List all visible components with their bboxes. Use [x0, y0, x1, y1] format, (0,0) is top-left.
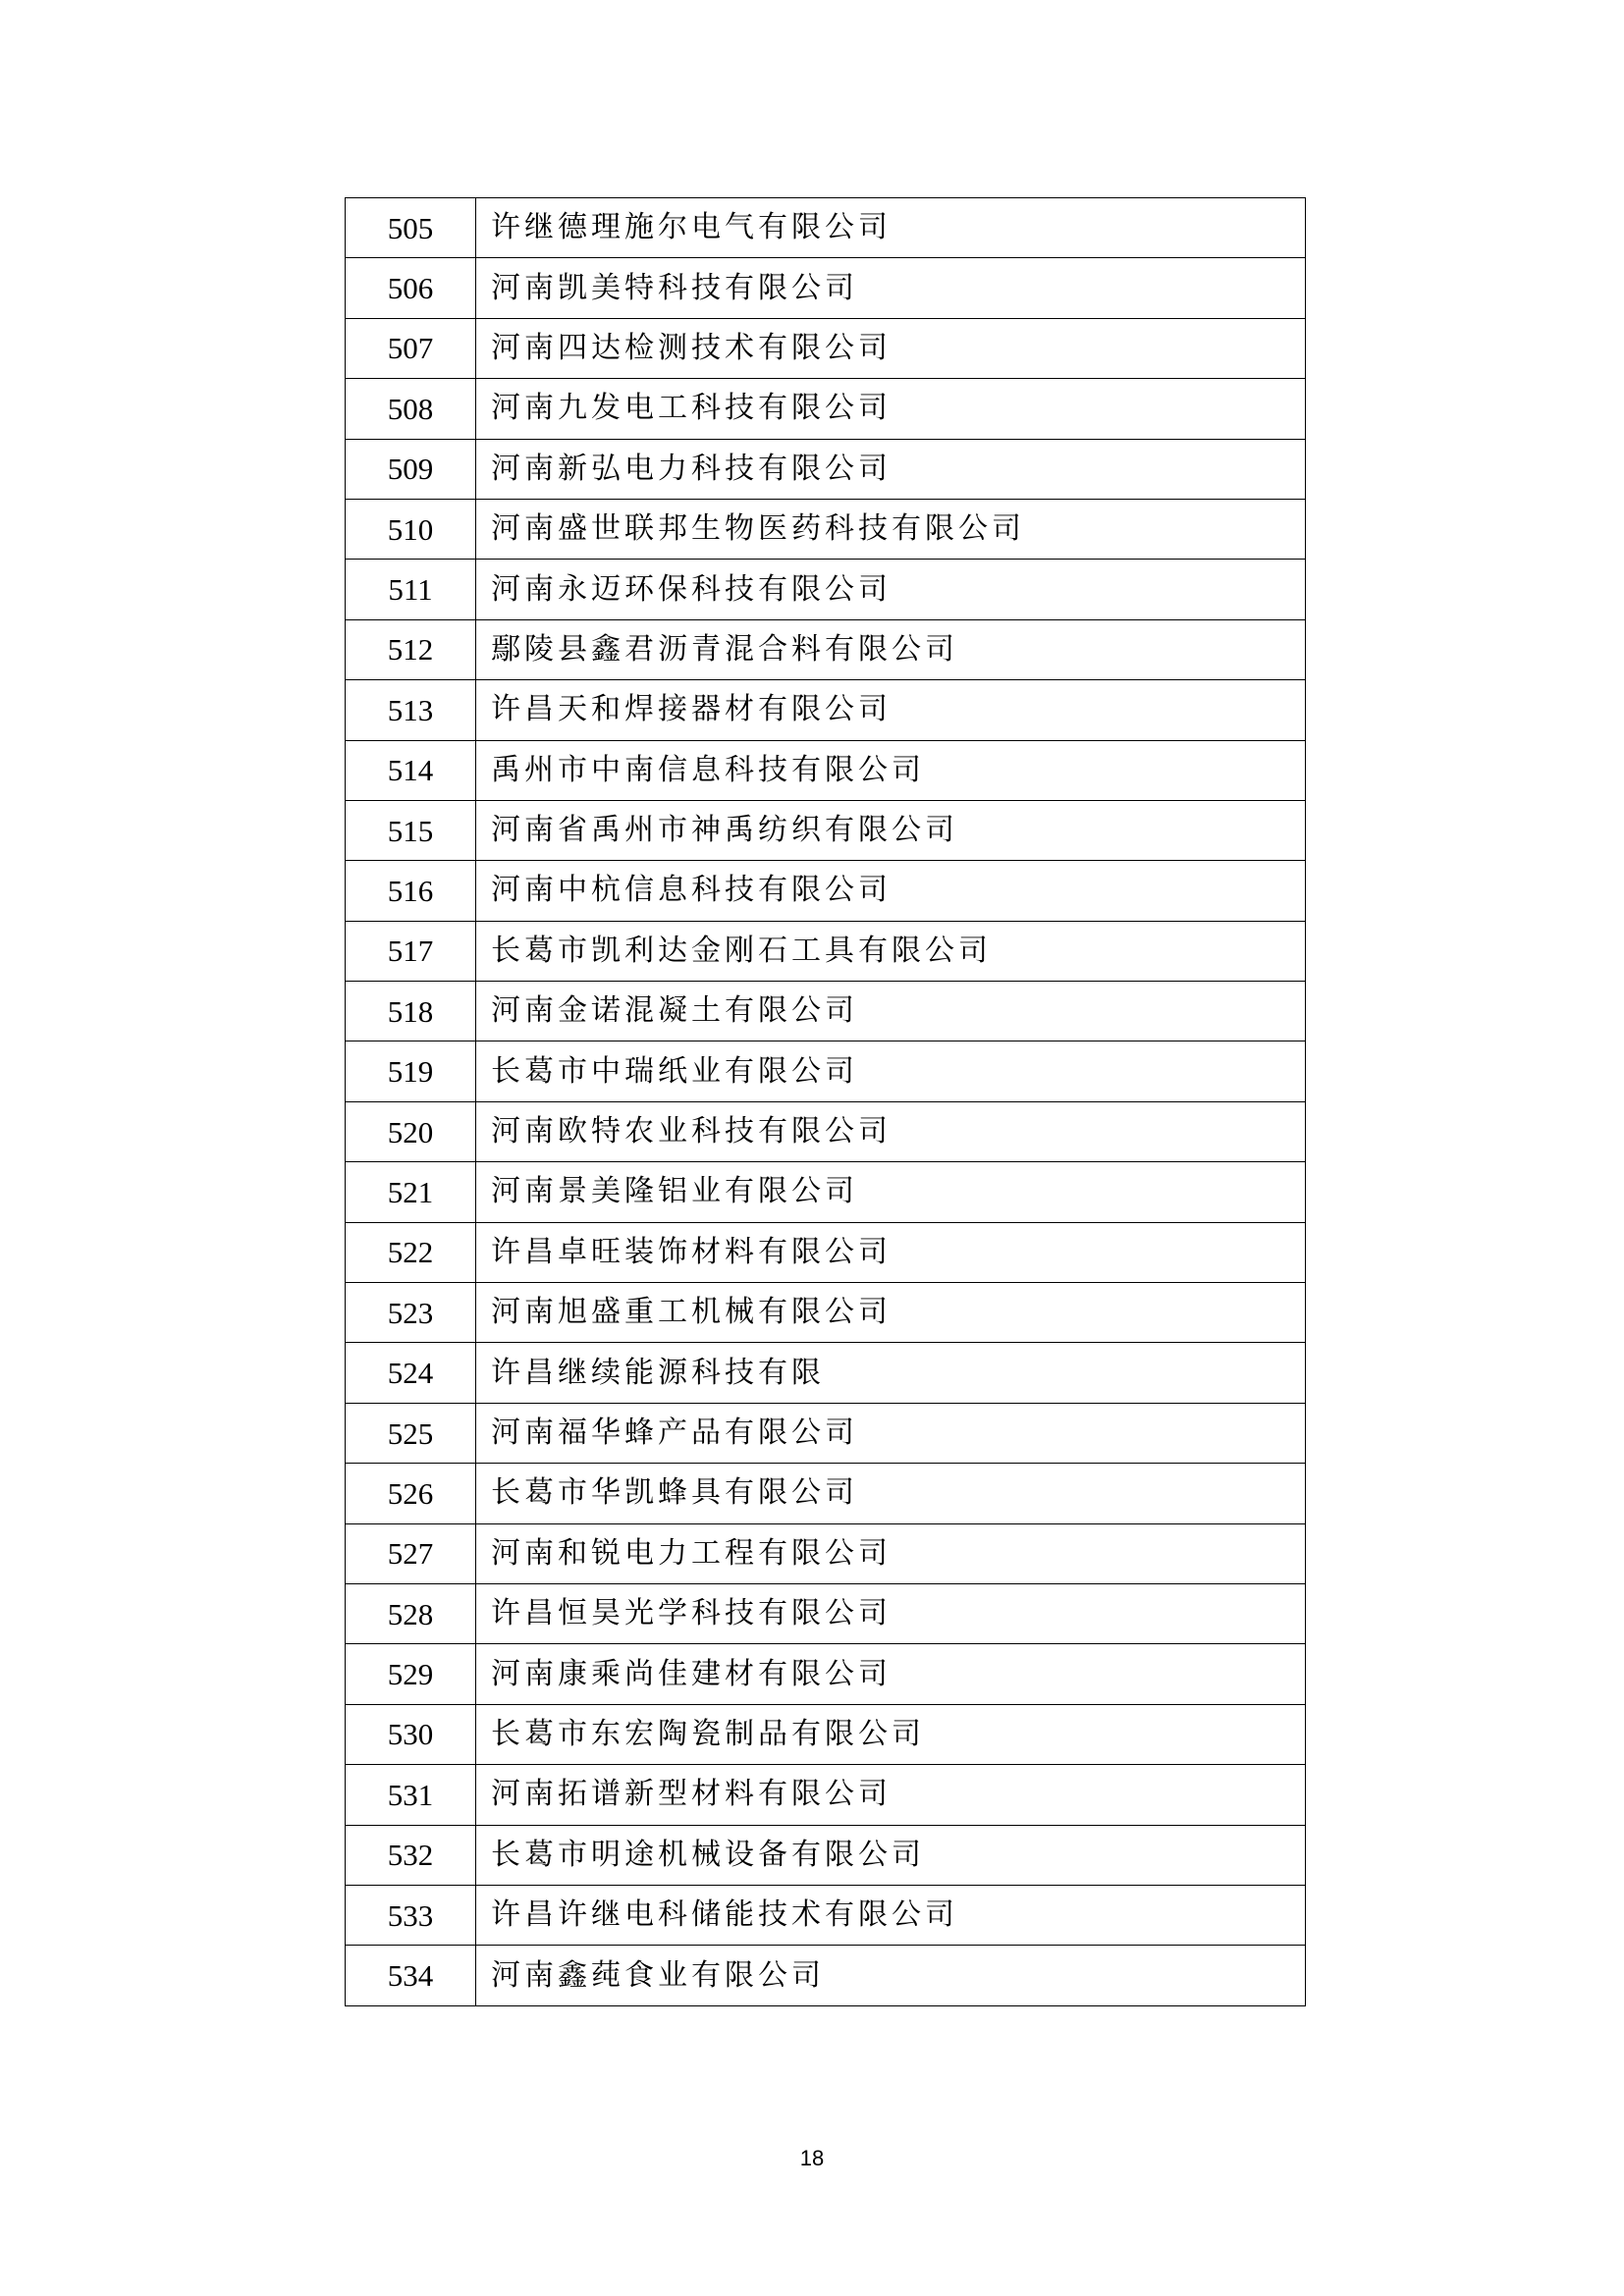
table-row — [346, 982, 1306, 1041]
table-row — [346, 198, 1306, 258]
table-row — [346, 1946, 1306, 2005]
company-name: 许昌卓旺装饰材料有限公司 — [476, 1222, 1306, 1282]
table-row — [346, 499, 1306, 559]
company-name: 长葛市华凯蜂具有限公司 — [476, 1464, 1306, 1523]
row-number: 516 — [346, 861, 476, 921]
row-number: 518 — [346, 982, 476, 1041]
table-row — [346, 680, 1306, 740]
company-name: 禹州市中南信息科技有限公司 — [476, 740, 1306, 800]
table-row — [346, 619, 1306, 679]
company-name: 许继德理施尔电气有限公司 — [476, 198, 1306, 258]
table-row — [346, 861, 1306, 921]
row-number: 525 — [346, 1403, 476, 1463]
table-row — [346, 921, 1306, 981]
company-name: 河南景美隆铝业有限公司 — [476, 1162, 1306, 1222]
company-name: 河南凯美特科技有限公司 — [476, 258, 1306, 318]
row-number: 507 — [346, 318, 476, 378]
row-number: 508 — [346, 379, 476, 439]
company-name: 河南四达检测技术有限公司 — [476, 318, 1306, 378]
company-name: 许昌恒昊光学科技有限公司 — [476, 1583, 1306, 1643]
table-row — [346, 1162, 1306, 1222]
table-row — [346, 560, 1306, 619]
company-name: 河南金诺混凝土有限公司 — [476, 982, 1306, 1041]
company-list-table — [345, 197, 1306, 2006]
row-number: 524 — [346, 1343, 476, 1403]
row-number: 517 — [346, 921, 476, 981]
company-list-table-wrapper — [345, 197, 1305, 2006]
row-number: 529 — [346, 1644, 476, 1704]
table-row — [346, 1283, 1306, 1343]
table-row — [346, 1704, 1306, 1764]
company-name: 河南盛世联邦生物医药科技有限公司 — [476, 499, 1306, 559]
row-number: 522 — [346, 1222, 476, 1282]
table-row — [346, 1041, 1306, 1101]
row-number: 513 — [346, 680, 476, 740]
row-number: 519 — [346, 1041, 476, 1101]
company-name: 河南欧特农业科技有限公司 — [476, 1101, 1306, 1161]
company-name: 河南福华蜂产品有限公司 — [476, 1403, 1306, 1463]
table-body — [346, 198, 1306, 2006]
company-name: 河南拓谱新型材料有限公司 — [476, 1765, 1306, 1825]
row-number: 523 — [346, 1283, 476, 1343]
table-row — [346, 1464, 1306, 1523]
row-number: 506 — [346, 258, 476, 318]
table-row — [346, 1523, 1306, 1583]
company-name: 鄢陵县鑫君沥青混合料有限公司 — [476, 619, 1306, 679]
company-name: 长葛市中瑞纸业有限公司 — [476, 1041, 1306, 1101]
company-name: 长葛市东宏陶瓷制品有限公司 — [476, 1704, 1306, 1764]
row-number: 509 — [346, 439, 476, 499]
company-name: 河南康乘尚佳建材有限公司 — [476, 1644, 1306, 1704]
table-row — [346, 258, 1306, 318]
company-name: 长葛市明途机械设备有限公司 — [476, 1825, 1306, 1885]
table-row — [346, 318, 1306, 378]
row-number: 528 — [346, 1583, 476, 1643]
company-name: 河南旭盛重工机械有限公司 — [476, 1283, 1306, 1343]
company-name: 许昌天和焊接器材有限公司 — [476, 680, 1306, 740]
row-number: 512 — [346, 619, 476, 679]
company-name: 河南中杭信息科技有限公司 — [476, 861, 1306, 921]
row-number: 530 — [346, 1704, 476, 1764]
row-number: 531 — [346, 1765, 476, 1825]
row-number: 534 — [346, 1946, 476, 2005]
company-name: 长葛市凯利达金刚石工具有限公司 — [476, 921, 1306, 981]
company-name: 河南永迈环保科技有限公司 — [476, 560, 1306, 619]
row-number: 532 — [346, 1825, 476, 1885]
row-number: 520 — [346, 1101, 476, 1161]
company-name: 河南新弘电力科技有限公司 — [476, 439, 1306, 499]
row-number: 511 — [346, 560, 476, 619]
table-row — [346, 1403, 1306, 1463]
table-row — [346, 800, 1306, 860]
row-number: 526 — [346, 1464, 476, 1523]
row-number: 521 — [346, 1162, 476, 1222]
row-number: 533 — [346, 1885, 476, 1945]
company-name: 河南九发电工科技有限公司 — [476, 379, 1306, 439]
company-name: 许昌继续能源科技有限 — [476, 1343, 1306, 1403]
table-row — [346, 1583, 1306, 1643]
company-name: 河南鑫莼食业有限公司 — [476, 1946, 1306, 2005]
table-row — [346, 1222, 1306, 1282]
table-row — [346, 1885, 1306, 1945]
row-number: 527 — [346, 1523, 476, 1583]
row-number: 510 — [346, 499, 476, 559]
page-number: 18 — [799, 2146, 825, 2170]
table-row — [346, 1644, 1306, 1704]
row-number: 505 — [346, 198, 476, 258]
row-number: 514 — [346, 740, 476, 800]
table-row — [346, 379, 1306, 439]
table-row — [346, 1765, 1306, 1825]
table-row — [346, 740, 1306, 800]
table-row — [346, 439, 1306, 499]
table-row — [346, 1825, 1306, 1885]
table-row — [346, 1101, 1306, 1161]
company-name: 许昌许继电科储能技术有限公司 — [476, 1885, 1306, 1945]
row-number: 515 — [346, 800, 476, 860]
company-name: 河南和锐电力工程有限公司 — [476, 1523, 1306, 1583]
company-name: 河南省禹州市神禹纺织有限公司 — [476, 800, 1306, 860]
table-row — [346, 1343, 1306, 1403]
